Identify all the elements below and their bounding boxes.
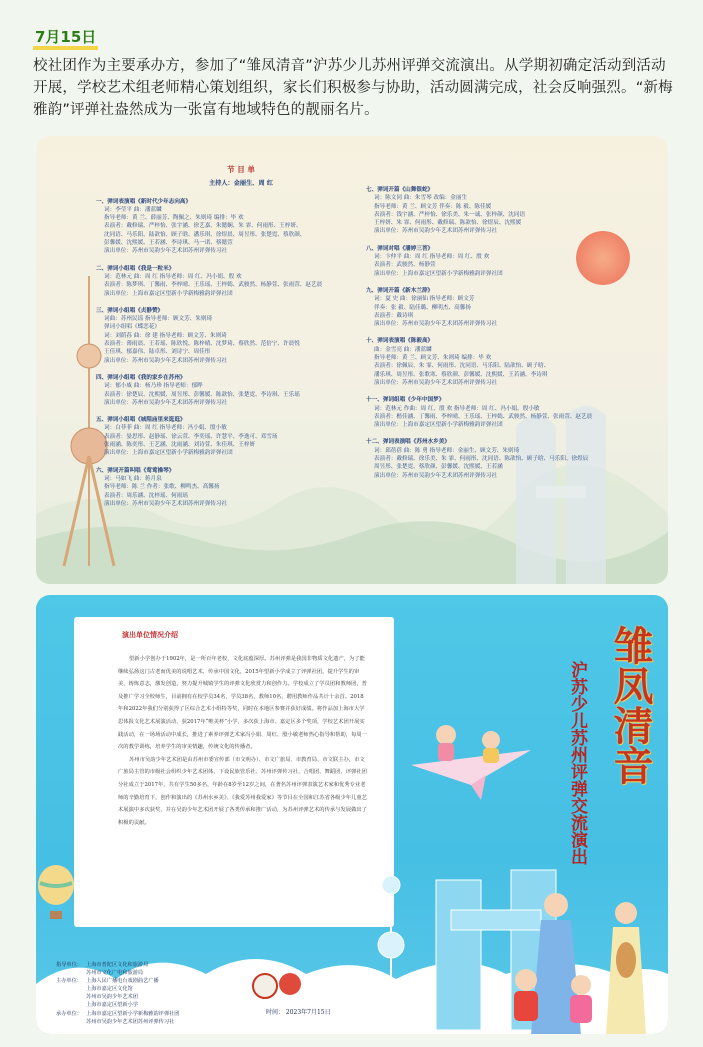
program-item-line: 演出单位：苏州市吴韵少年艺术团苏州评弹传习社	[374, 321, 498, 328]
date-heading: 7月15日	[33, 28, 98, 50]
program-item-line: 演出单位：上海市嘉定区望新小学新梅雅韵评弹社团	[104, 450, 233, 457]
program-item-line: 周昱彤、张楚霓、蔡欣颜、彭馨媛、沈熙媛、王若涵	[374, 464, 503, 471]
program-item-line: 表演者：楷佳涵、丁馨雨、李梓晴、王乐瑶、王梓嫣、武骏然、杨静萱、张雨萱、赵艺晨	[374, 413, 593, 420]
program-item-line: 词：范林元 曲：周 红 指导老师：周 红、冯小娟、殷 欢	[104, 273, 242, 280]
paper-plane-kids-illustration	[411, 705, 541, 805]
program-item-title: 六、弹词开篇叫唱《莺莺操琴》	[96, 467, 175, 474]
program-item-title: 九、弹词开篇《新木兰辞》	[366, 287, 434, 294]
program-item	[366, 245, 636, 278]
program-item-line: 演出单位：苏州市吴韵少年艺术团苏州评弹传习社	[104, 357, 228, 364]
program-item-line: 演出单位：苏州市吴韵少年艺术团苏州评弹传习社	[374, 379, 498, 386]
program-item-line: 词：李莹平 曲：潘蓝麟	[104, 206, 162, 213]
program-item-line: 词：白菲菲 曲：周 红 指导老师：冯小娟、殷小敏	[104, 425, 227, 432]
program-item-line: 表演者：戴修瑞、严梓怡、张宇涵、徐艺嘉、朱懿娴、朱 霏、何雨彤、王梓妍、	[104, 223, 302, 230]
organizer-label	[56, 1018, 86, 1026]
program-host: 主持人：金丽生、周 红	[208, 180, 274, 188]
program-item	[366, 438, 636, 479]
organizer-label	[56, 985, 86, 993]
poster-subtitle: 沪苏少儿苏州评弹交流演出	[567, 661, 587, 865]
tv-tower-illustration	[366, 815, 416, 1015]
performance-time: 时间： 2023年7月15日	[266, 1009, 331, 1016]
program-item	[96, 265, 386, 298]
intro-paragraph-2: 苏州市吴韵少年艺术团是由苏州市委宣传部（市文明办）、市文广旅局、市教育局、市文联主办，市文广旅局主管的市级社会组织少年艺术团体，下设民族管乐社、苏州评弹传习社，合唱团、舞蹈团、评弹社团分社成立于2017年，共有学生50多名，年龄在8岁至12岁之间，在著名苏州评弹表演艺术家和优秀专业老师的辛勤培育下，创作和演出的《苏州水乡美》、《我爱苏州我爱家》等节目在全国和江苏省各级少年儿童艺术展演中多次获奖，并在吴韵少年艺术团开展了各类传承和推广活动，为苏州评弹艺术的传承与发展做出了积极的贡献。	[118, 756, 367, 826]
program-item-line: 指导老师：黄 兰、顾文芳、朱则琦 编排：毕 欢	[374, 355, 492, 362]
program-item-line: 指导老师：陈 兰 作者：张歌、柳鸣杰、高馨扬	[104, 484, 220, 491]
organizer-value: 上海市嘉定区望新小学	[86, 1002, 138, 1009]
program-item-line: 词曲：苏州民谣 指导老师：顾文芳、朱则琦	[104, 316, 213, 323]
program-item-title: 三、弹词小组唱《贞静赞》	[96, 307, 164, 314]
program-item-line: 潘乐琪、周昱彤、张歌寒、蔡欣颜、彭馨媛、沈熙媛、王若涵、李诗琪	[374, 371, 548, 378]
intro-paragraph: 校社团作为主要承办方，参加了“雏凤清音”沪苏少儿苏州评弹交流演出。从学期初确定活动到活动开展，学校艺术组老师精心策划组织，家长们积极参与协助，活动圆满完成，社会反响强烈。“新梅雅韵”评弹社盎然成为一张富有地域特色的靓丽名片。	[33, 58, 673, 118]
program-item-line: 演出单位：上海市嘉定区望新小学新梅雅韵评弹社团	[374, 270, 503, 277]
program-item	[366, 186, 636, 236]
program-item-line: 演出单位：苏州市吴韵少年艺术团苏州评弹传习社	[374, 472, 498, 479]
program-item	[96, 198, 386, 256]
program-item	[96, 416, 386, 457]
program-item-line: 指导老师：黄 兰、薛丽芳、陶佩之、朱则琦 编排：毕 欢	[104, 215, 244, 222]
program-item-title: 十一、弹词组唱《少年中国梦》	[366, 397, 445, 404]
organizer-value: 苏州市吴韵少年艺术团苏州评弹传习社	[86, 1018, 175, 1025]
intro-paper-text	[118, 653, 368, 829]
program-item-title: 八、弹词对唱《潘婷三菩》	[366, 245, 434, 252]
program-item-title: 十、弹词表演唱《陈毅高》	[366, 338, 434, 345]
program-item	[96, 307, 386, 365]
program-item-line: 王佳琪、郁嘉伟、陆卓彤、刘诗宁、周佳彤	[104, 349, 211, 356]
program-item-title: 二、弹词小组唱《我是一粒米》	[96, 265, 175, 272]
program-item-line: 表演者：周乐涵、沈梓瑶、何雨瑶	[104, 492, 188, 499]
program-item-line: 词：郁小威 曲：杨乃珍 指导老师：郁晔	[104, 383, 203, 390]
program-item-title: 一、弹词表演唱《新时代少年志向高》	[96, 198, 192, 205]
organizer-label	[56, 993, 86, 1001]
organizer-label	[56, 1001, 86, 1009]
program-item-line: 词：马如飞 曲：蒋月泉	[104, 475, 162, 482]
program-item-line: 演出单位：苏州市吴韵少年艺术团苏州评弹传习社	[374, 228, 498, 235]
program-item-line: 词：邱蓓蓓 曲：陈 勇 指导老师：金丽生、顾文芳、朱则琦	[374, 447, 520, 454]
program-item-title: 四、弹词小组唱《我的家乡在苏州》	[96, 374, 186, 381]
organizer-value: 苏州市文化广电和旅游局	[86, 970, 144, 977]
program-item-title: 七、弹词开篇《山舞银蛇》	[366, 187, 434, 193]
organizer-value: 上海市嘉定区望新小学新梅雅韵评弹社团	[86, 1010, 180, 1017]
program-item-line: 词：卞仲平 曲：周 红 指导老师：周 红、殷 欢	[374, 254, 490, 261]
school-logo	[252, 973, 278, 999]
program-item-line: 表演者：晏思彤、赵静瑶、徐云萱、李奕瑶、许慧平、李逸可、邓雪玚	[104, 433, 278, 440]
program-item-line: 彭馨媛、沈熙媛、王若涵、李诗琪、马一诺、蔡懿萱	[104, 240, 233, 247]
program-item-line: 词：刘荫荪 曲：徐 建 指导老师：顾文芳、朱则琦	[104, 332, 227, 339]
program-item-line: 王梓妍、朱 霏、何雨彤、戴修瑞、陈歆怡、徐煜辰、沈熙媛	[374, 220, 522, 227]
organizer-value: 上海市嘉定区文化馆	[86, 986, 133, 993]
program-item-line: 词：夏 史 曲：徐丽仙 指导老师：顾文芳	[374, 296, 475, 303]
program-item-line: 演出单位：上海市嘉定区望新小学新梅雅韵评弹社团	[374, 422, 503, 429]
organizer-value: 苏州市吴韵少年艺术团	[86, 994, 138, 1001]
troupe-logo	[279, 973, 301, 995]
program-item	[366, 337, 636, 387]
program-item-line: 伴奏：张 毅、陆佳璐、柳明杰、高馨扬	[374, 304, 471, 311]
program-item-line: 词：陈文同 曲：朱雪琴 改编：金丽生	[374, 195, 468, 202]
organizer-row	[56, 961, 306, 969]
organizer-value: 上海市普陀区文化和旅游局	[86, 962, 149, 968]
program-item-line: 演出单位：苏州市吴韵少年艺术团苏州评弹传习社	[104, 500, 228, 507]
program-item-line: 曲：金雪亮 曲：潘蓝麟	[374, 346, 432, 353]
program-item-line: 演出单位：上海市嘉定区望新小学新梅雅韵评弹社团	[104, 290, 233, 297]
program-item-line: 沈同语、马乐阳、陆歆怡、顾子晗、潘乐琪、徐煜晨、周昱彤、张楚霓、蔡欣颜、	[104, 231, 306, 238]
program-item-line: 表演者：薄雨晨、王若瑶、陈欣悦、陈梓晴、沈梦琦、蔡欣然、范倍宁、许晨悦	[104, 341, 300, 348]
program-item-line: 表演者：陈梦琪、丁馨雨、李梓晴、王乐瑶、王梓嫣、武骏然、杨静萱、张雨萱、赵艺晨	[104, 282, 323, 289]
poster-main-title: 雏凤清音	[607, 625, 654, 785]
intro-paper	[74, 617, 394, 927]
program-item-line: 指导老师：黄 兰、顾文芳 伴奏：陈 毅、陈佳媛	[374, 203, 492, 210]
program-item-line: 演出单位：苏州市吴韵少年艺术团苏州评弹传习社	[104, 248, 228, 255]
performers-illustration	[486, 885, 661, 1034]
program-item-line: 表演者：武骏然、杨静萱	[374, 262, 436, 269]
organizer-label: 承办单位：	[56, 1010, 82, 1017]
program-item-line: 表演者：戴诗琪	[374, 312, 414, 319]
program-item	[96, 467, 386, 508]
program-item	[366, 287, 636, 328]
program-item	[366, 396, 636, 429]
program-item-line: 弹词小组唱《蝶恋花》	[104, 324, 160, 331]
program-item-title: 十二、弹词表演唱《苏州水乡美》	[366, 439, 450, 446]
program-item-line: 表演者：徐楚辰、沈熙媛、周昱彤、彭馨媛、陈歆怡、张楚霓、李诗琪、王乐瑶	[104, 391, 300, 398]
organizer-value: 上海人民广播电台戏剧曲艺广播	[86, 978, 159, 985]
program-item-line: 演出单位：苏州市吴韵少年艺术团苏州评弹传习社	[104, 399, 228, 406]
program-left-column	[96, 166, 386, 517]
balloon-illustration	[36, 865, 76, 925]
program-item-line: 张雨涵、陈奕彤、王艺涵、沈雨涵、刘诗萱、朱佳琪、王梓妍	[104, 442, 256, 449]
program-right-column	[366, 186, 636, 489]
organizer-label: 主办单位：	[56, 978, 82, 985]
program-item-title: 五、弹词小组唱《城隍庙里来逛逛》	[96, 417, 186, 424]
intro-paper-title: 演出单位情况介绍	[122, 630, 178, 639]
program-item-line: 表演者：钱宇涵、严梓怡、徐乐美、朱一诚、张梓颜、沈同语	[374, 211, 526, 218]
program-item	[96, 374, 386, 407]
program-item-line: 词：范林元 作曲：周 红、殷 欢 指导老师：周 红、冯小娟、殷小敏	[374, 405, 540, 412]
program-title: 节 目 单	[227, 165, 255, 174]
program-item-line: 表演者：徐佩辰、朱 霏、何雨彤、沈同语、马乐阳、陆歆怡、顾子晗、	[374, 363, 550, 370]
intro-paragraph-1: 望新小学创办于1902年，是一所百年老校，文化底蕴深厚。苏州评弹是我国非物质文化遗产，为了能继续弘扬这门古老而优美的说唱艺术，传承中国文化，2015年望新小学成立了评弹社团，提升学生的审美，铸炼意志，激发创造，努力提升城镇学生的评弹文化欣赏力和创作力。学校成立了学员团和教师团，普及推广学习全校师生，目前拥有在校学员34名，学员38名，教师10名，聘用教师作品共计十余首。2018年和2022年我们分别获得了区综合艺术小组特等奖，同时在本地区参赛并获好成绩。将作品加上海市大学思体报文化艺术展演活动，获2017年“唯美杯”小学，多次获上海市、嘉定区多个奖项，学校艺术团开展实践活动，在一场场活动中成长，推进了素养评弹艺术家冯小娟、周红、殷小敏老师热心指导和帮助，每周一次的教学训练，培养学生的审美情趣，传统文化的传播者。	[118, 656, 367, 751]
program-item-line: 表演者：戴修瑞、徐乐美、朱 霏、何雨彤、沈同语、陈歆怡、顾子晗、马乐阳、徐煜辰	[374, 456, 589, 463]
poster-card	[36, 595, 668, 1034]
program-card	[36, 136, 668, 584]
organizer-label: 指导单位：	[56, 962, 82, 968]
organizer-row	[56, 1018, 306, 1026]
organizer-label	[56, 969, 86, 977]
